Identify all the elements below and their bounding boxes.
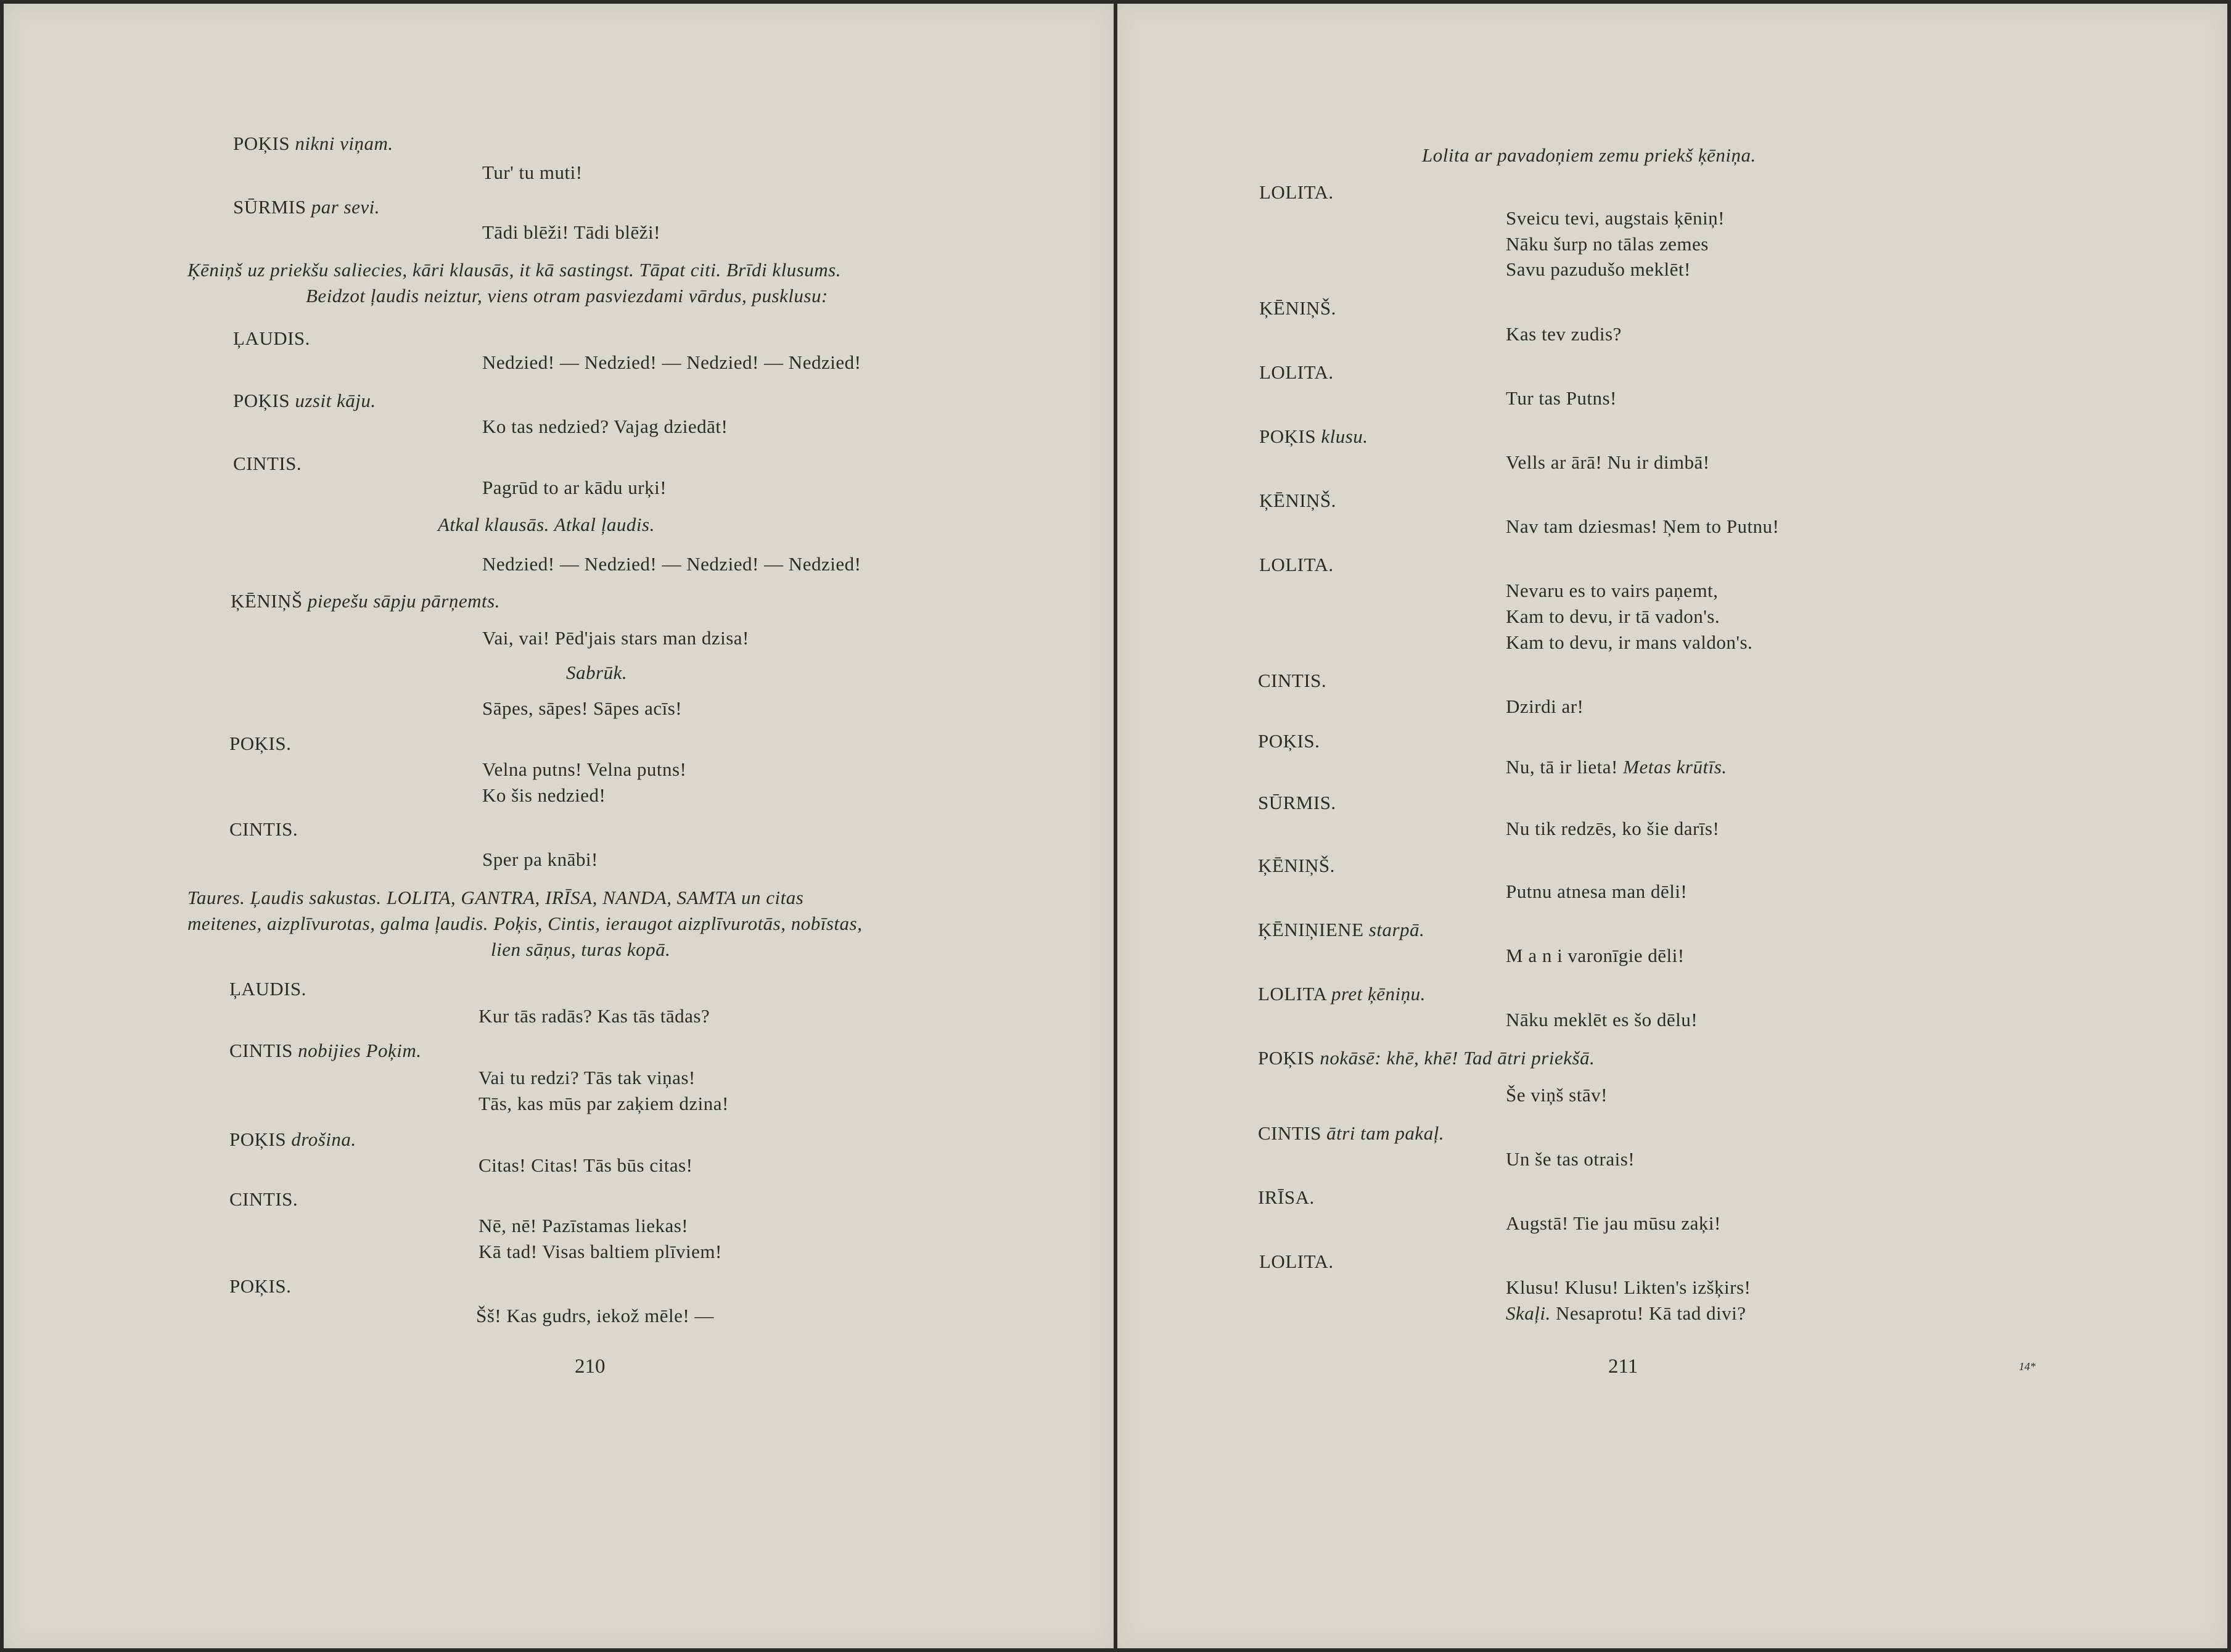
speaker-line: POĶIS. [229,733,292,754]
speaker-line: LOLITA. [1259,181,1334,203]
verse-line: M a n i varonīgie dēli! [1506,945,1685,966]
verse-line: Nē, nē! Pazīstamas liekas! [479,1215,689,1236]
left-page [4,4,1114,1648]
stage-direction: Lolita ar pavadoņiem zemu priekš ķēniņa. [1422,144,1756,166]
speaker-line: ĻAUDIS. [229,978,306,1000]
speaker-line: CINTIS. [229,818,298,840]
verse-line: Kur tās radās? Kas tās tādas? [479,1005,710,1027]
signature-mark: 14* [2019,1360,2036,1373]
page-number: 211 [1608,1355,1638,1378]
verse-line: Nevaru es to vairs paņemt, [1506,580,1719,601]
stage-direction: Beidzot ļaudis neiztur, viens otram pasviezdami vārdus, pusklusu: [306,285,828,306]
speaker-line: IRĪSA. [1258,1186,1315,1208]
speaker-line: LOLITA. [1259,1251,1334,1272]
speaker-line: POĶIS uzsit kāju. [233,390,376,411]
speaker-line: CINTIS nobijies Poķim. [229,1040,422,1061]
verse-line: Vells ar ārā! Nu ir dimbā! [1506,451,1710,473]
speaker-line: POĶIS. [1258,730,1320,752]
verse-line: Nedzied! — Nedzied! — Nedzied! — Nedzied! [482,553,861,575]
stage-direction: lien sāņus, turas kopā. [491,939,671,960]
speaker-line: POĶIS nokāsē: khē, khē! Tad ātri priekšā. [1258,1047,1595,1069]
verse-line: Nu tik redzēs, ko šie darīs! [1506,818,1720,839]
speaker-line: CINTIS. [229,1188,298,1210]
verse-line: Še viņš stāv! [1506,1084,1608,1106]
speaker-line: SŪRMIS. [1258,792,1336,813]
verse-line: Tādi blēži! Tādi blēži! [482,221,660,243]
page-number: 210 [575,1355,606,1378]
speaker-line: ĶĒNIŅŠ. [1259,490,1336,511]
verse-line: Sāpes, sāpes! Sāpes acīs! [482,697,683,719]
verse-line: Tur' tu muti! [482,162,583,183]
verse-line: Dzirdi ar! [1506,696,1584,717]
verse-line: Kam to devu, ir tā vadon's. [1506,606,1720,627]
verse-line: Vai, vai! Pēd'jais stars man dzisa! [482,627,749,649]
speaker-line: ĶĒNIŅŠ. [1259,297,1336,319]
verse-line: Šš! Kas gudrs, iekož mēle! — [476,1305,714,1326]
verse-line: Kam to devu, ir mans valdon's. [1506,631,1753,653]
verse-line: Un še tas otrais! [1506,1148,1635,1170]
speaker-line: LOLITA. [1259,361,1334,383]
verse-line: Sper pa knābi! [482,849,598,870]
verse-line: Ko šis nedzied! [482,784,606,806]
stage-direction: Atkal klausās. Atkal ļaudis. [438,514,655,535]
verse-line: Augstā! Tie jau mūsu zaķi! [1506,1212,1721,1234]
verse-line: Nu, tā ir lieta! Metas krūtīs. [1506,756,1727,778]
stage-direction: Ķēniņš uz priekšu saliecies, kāri klausās, it kā sastingst. Tāpat citi. Brīdi klusums. [187,259,841,281]
speaker-line: POĶIS drošina. [229,1128,356,1150]
stage-direction: Sabrūk. [566,662,628,683]
speaker-line: LOLITA pret ķēniņu. [1258,983,1426,1005]
verse-line: Velna putns! Velna putns! [482,758,687,780]
speaker-line: POĶIS. [229,1275,292,1297]
speaker-line: CINTIS. [1258,670,1327,691]
verse-line: Kā tad! Visas baltiem plīviem! [479,1241,722,1262]
verse-line: Nāku meklēt es šo dēlu! [1506,1009,1698,1030]
right-page [1117,4,2227,1648]
verse-line: Sveicu tevi, augstais ķēniņ! [1506,207,1725,229]
verse-line: Citas! Citas! Tās būs citas! [479,1154,693,1176]
verse-line: Tur tas Putns! [1506,387,1617,409]
verse-line: Kas tev zudis? [1506,323,1622,345]
speaker-line: SŪRMIS par sevi. [233,196,380,218]
speaker-line: ĶĒNIŅIENE starpā. [1258,919,1425,940]
verse-line: Klusu! Klusu! Likten's izšķirs! [1506,1276,1751,1298]
verse-line: Ko tas nedzied? Vajag dziedāt! [482,416,728,437]
verse-line: Pagrūd to ar kādu urķi! [482,477,667,498]
speaker-line: CINTIS ātri tam pakaļ. [1258,1122,1445,1144]
verse-line: Nav tam dziesmas! Ņem to Putnu! [1506,516,1780,537]
verse-line: Nāku šurp no tālas zemes [1506,233,1709,255]
speaker-line: LOLITA. [1259,554,1334,575]
speaker-line: CINTIS. [233,453,302,474]
verse-line: Savu pazudušo meklēt! [1506,258,1691,280]
verse-line: Putnu atnesa man dēli! [1506,881,1688,902]
speaker-line: ĶĒNIŅŠ. [1258,855,1335,876]
verse-line: Vai tu redzi? Tās tak viņas! [479,1067,696,1088]
speaker-line: POĶIS klusu. [1259,425,1368,447]
verse-line: Tās, kas mūs par zaķiem dzina! [479,1093,729,1114]
stage-direction: meitenes, aizplīvurotas, galma ļaudis. Poķis, Cintis, ieraugot aizplīvurotās, nobīstas, [187,913,863,934]
verse-line: Skaļi. Nesaprotu! Kā tad divi? [1506,1302,1746,1324]
speaker-line: POĶIS nikni viņam. [233,133,393,154]
verse-line: Nedzied! — Nedzied! — Nedzied! — Nedzied! [482,351,861,373]
speaker-line: ĻAUDIS. [233,327,310,349]
speaker-line: ĶĒNIŅŠ piepešu sāpju pārņemts. [231,590,500,612]
stage-direction: Taures. Ļaudis sakustas. LOLITA, GANTRA, IRĪSA, NANDA, SAMTA un citas [187,887,804,908]
